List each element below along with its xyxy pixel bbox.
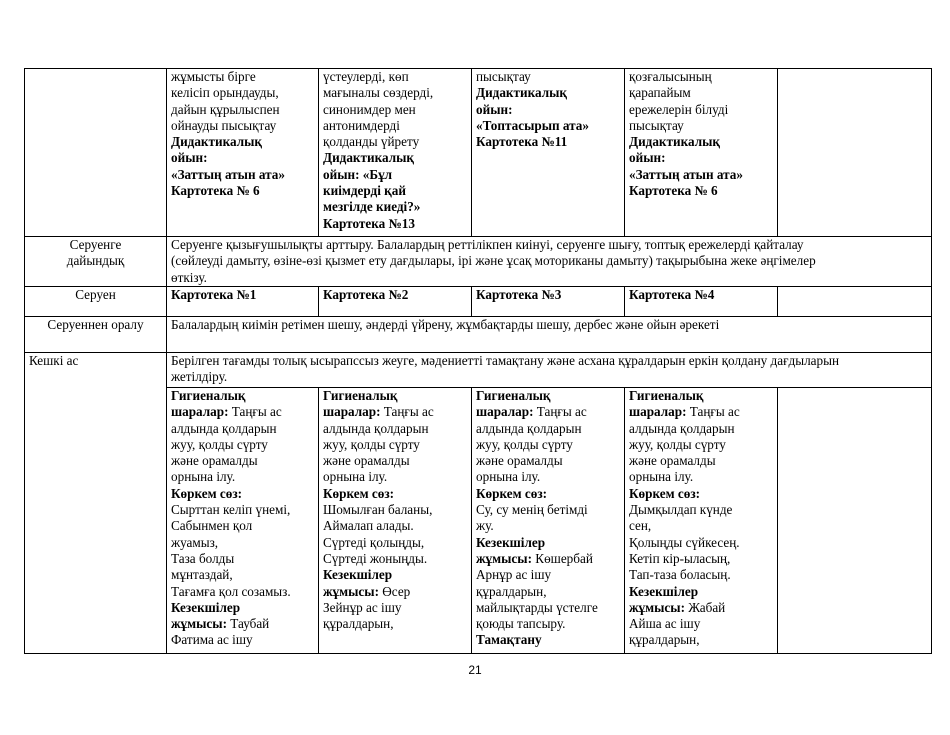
text-line: және орамалды [323, 453, 410, 469]
text-line [323, 388, 467, 404]
text-line: Серуенге [69, 237, 122, 252]
text-line: пысықтау [476, 69, 531, 84]
bold-label: жұмысы: [629, 599, 685, 615]
bold-label: Гигиеналық [629, 388, 704, 403]
bold-label: Кезекшілер [476, 534, 546, 550]
text-line: Қолыңды сүйкесең. [629, 534, 740, 550]
text-line: Дидактикалық [476, 85, 568, 101]
text-line: қоюды тапсыру. [476, 616, 566, 632]
table-row-walk-return [25, 317, 932, 353]
row-label-walk-return: Серуеннен оралу [25, 317, 167, 353]
text-line: ойын: «Бұл [323, 166, 393, 182]
bold-label: жұмысы: [323, 583, 379, 599]
text-line: жұмысы: Өсер [323, 583, 411, 599]
text-line: ережелерін білуді [629, 101, 729, 117]
text-line: орнына ілу. [171, 469, 236, 485]
text-line: шаралар: Таңғы ас [323, 404, 434, 420]
cell-bottom-col1 [167, 388, 319, 654]
cell-top-col2 [319, 69, 472, 237]
cell-bottom-col3 [472, 388, 625, 654]
row-label-walk-prep [25, 237, 167, 287]
walk-card-1: Картотека №1 [167, 287, 319, 317]
bold-label: Кезекшілер [323, 567, 393, 583]
text-line: киімдерді қай [323, 183, 406, 199]
walk-card-3: Картотека №3 [472, 287, 625, 317]
row-label-dinner: Кешкі ас [25, 353, 167, 388]
text-line [171, 600, 314, 616]
text-line: және орамалды [171, 453, 258, 469]
text-line: құралдарын, [323, 616, 394, 632]
text-line: жу. [476, 518, 494, 534]
text-line: Су, су менің бетімді [476, 502, 588, 518]
text-line [476, 632, 620, 648]
cell-top-col5-empty [778, 69, 932, 237]
text-line: Таза болды [171, 550, 235, 566]
text-line: Картотека № 6 [171, 183, 260, 199]
table-row-hygiene [25, 388, 932, 654]
text-line: Серуенге қызығушылықты арттыру. Балалардың реттілікпен киінуі, серуенге шығу, топтық ережелерді қайталау [171, 237, 804, 252]
text-line: ойнауды пысықтау [171, 117, 277, 133]
text-line: мезгілде киеді?» [323, 199, 421, 215]
cell-top-col3 [472, 69, 625, 237]
text-line: ойын: [171, 150, 208, 166]
row-label-hygiene-empty [25, 388, 167, 654]
text-line [323, 567, 467, 583]
text-line: жұмысы: Жабай [629, 599, 726, 615]
text-line: дайын құрылыспен [171, 101, 280, 117]
text-line: ойын: [629, 150, 666, 166]
bold-label: Гигиеналық [323, 388, 398, 403]
text-line: шаралар: Таңғы ас [171, 404, 282, 420]
text-line: алдында қолдарын [323, 420, 429, 436]
bold-label: Көркем сөз: [171, 485, 243, 501]
bold-label: Кезекшілер [629, 583, 699, 599]
text-line: және орамалды [629, 453, 716, 469]
text-line: Зейнұр ас ішу [323, 599, 402, 615]
text-line [629, 388, 773, 404]
row-label-empty [25, 69, 167, 237]
bold-label: шаралар: [171, 404, 229, 420]
text-line: құралдарын, [629, 632, 700, 648]
text-line: Дидактикалық [323, 150, 415, 166]
dinner-text [167, 353, 932, 388]
text-line: және орамалды [476, 453, 563, 469]
walk-card-empty [778, 287, 932, 317]
text-line: шаралар: Таңғы ас [476, 404, 587, 420]
text-line: өткізу. [171, 269, 207, 285]
text-line: Дымқылдап күнде [629, 502, 733, 518]
text-line: Шомылған баланы, [323, 502, 433, 518]
bold-label: жұмысы: [476, 550, 532, 566]
cell-bottom-col2 [319, 388, 472, 654]
text-line: алдында қолдарын [171, 420, 277, 436]
text-line: Картотека № 6 [629, 183, 718, 199]
bold-label: Кезекшілер [171, 599, 241, 615]
text-line: «Заттың атын ата» [171, 166, 285, 182]
text-line: Дидактикалық [171, 134, 263, 150]
text-line: алдында қолдарын [476, 420, 582, 436]
cell-bottom-col4 [625, 388, 778, 654]
text-line: орнына ілу. [323, 469, 388, 485]
text-line [476, 388, 620, 404]
cell-top-col4 [625, 69, 778, 237]
text-line: Сабынмен қол [171, 518, 253, 534]
walk-prep-text [167, 237, 932, 287]
text-line: Берілген тағамды толық ысырапссыз жеуге, мәдениетті тамақтану және асхана құралдарын еркін қолдану дағдыларын [171, 353, 840, 368]
text-line: майлықтарды үстелге [476, 599, 598, 615]
text-line: синонимдер мен [323, 101, 416, 117]
text-line: жұмысы: Көшербай [476, 550, 593, 566]
table-row-walk-prep [25, 237, 932, 287]
text-line: Тағамға қол созамыз. [171, 583, 291, 599]
text-line: жуу, қолды сүрту [171, 436, 268, 452]
bold-label: жұмысы: [171, 616, 227, 632]
bold-label: шаралар: [323, 404, 381, 420]
text-line [323, 486, 467, 502]
text-line [476, 535, 620, 551]
text-line: қолданды үйрету [323, 134, 420, 150]
row-label-walk: Серуен [25, 287, 167, 317]
text-line: жұмысы: Таубай [171, 616, 270, 632]
table-row-games [25, 69, 932, 237]
text-line: үстеулерді, көп [323, 69, 409, 84]
text-line: (сөйлеуді дамыту, өзіне-өзі қызмет ету дағдылары, ірі және ұсақ моториканы дамыту) тақырыбына жеке әңгімелер [171, 253, 816, 269]
text-line: Фатима ас ішу [171, 632, 253, 648]
bold-label: шаралар: [629, 404, 687, 420]
text-line: келісіп орындауды, [171, 85, 279, 101]
text-line: ойын: [476, 101, 513, 117]
text-line: Дидактикалық [629, 134, 721, 150]
bold-label: Көркем сөз: [629, 485, 701, 501]
text-line: Аймалап алады. [323, 518, 414, 534]
bold-label: Гигиеналық [476, 388, 551, 403]
text-line: жуу, қолды сүрту [476, 436, 573, 452]
text-line: антонимдерді [323, 117, 400, 133]
text-line [171, 388, 314, 404]
text-line [629, 584, 773, 600]
text-line: жуу, қолды сүрту [629, 436, 726, 452]
text-line: қарапайым [629, 85, 691, 101]
text-line: орнына ілу. [476, 469, 541, 485]
text-line: Картотека №11 [476, 134, 568, 150]
text-line [476, 486, 620, 502]
bold-label: Гигиеналық [171, 388, 246, 403]
table-row-dinner [25, 353, 932, 388]
table-row-walk [25, 287, 932, 317]
text-line: Сүртеді жоныңды. [323, 550, 428, 566]
text-line: мағыналы сөздерді, [323, 85, 434, 101]
text-line: «Топтасырып ата» [476, 117, 589, 133]
text-line: «Заттың атын ата» [629, 166, 743, 182]
text-line: дайындық [66, 253, 125, 269]
text-line: шаралар: Таңғы ас [629, 404, 740, 420]
text-line: Кетіп кір-ыласың, [629, 550, 731, 566]
text-line: Картотека №13 [323, 215, 415, 231]
text-line [171, 486, 314, 502]
text-line: жұмысты бірге [171, 69, 256, 84]
schedule-table [24, 68, 932, 654]
bold-label: Тамақтану [476, 632, 542, 648]
text-line: құралдарын, [476, 583, 547, 599]
text-line: алдында қолдарын [629, 420, 735, 436]
text-line [629, 486, 773, 502]
walk-card-4: Картотека №4 [625, 287, 778, 317]
cell-top-col1 [167, 69, 319, 237]
text-line: пысықтау [629, 117, 684, 133]
text-line: жуамыз, [171, 534, 219, 550]
text-line: Арнұр ас ішу [476, 567, 552, 583]
text-line: Сүртеді қолыңды, [323, 534, 425, 550]
text-line: Сырттан келіп үнемі, [171, 502, 291, 518]
bold-label: шаралар: [476, 404, 534, 420]
text-line: Айша ас ішу [629, 616, 701, 632]
text-line: мұнтаздай, [171, 567, 233, 583]
cell-bottom-col5-empty [778, 388, 932, 654]
text-line: орнына ілу. [629, 469, 694, 485]
bold-label: Көркем сөз: [476, 485, 548, 501]
text-line: жуу, қолды сүрту [323, 436, 420, 452]
text-line: сен, [629, 518, 652, 534]
walk-card-2: Картотека №2 [319, 287, 472, 317]
walk-return-text: Балалардың киімін ретімен шешу, әндерді үйрену, жұмбақтарды шешу, дербес және ойын әрекеті [167, 317, 932, 353]
text-line: Тап-таза боласың. [629, 567, 731, 583]
bold-label: Көркем сөз: [323, 485, 395, 501]
text-line: қозғалысының [629, 69, 712, 84]
text-line: жетілдіру. [171, 369, 228, 385]
page-number: 21 [468, 663, 482, 677]
